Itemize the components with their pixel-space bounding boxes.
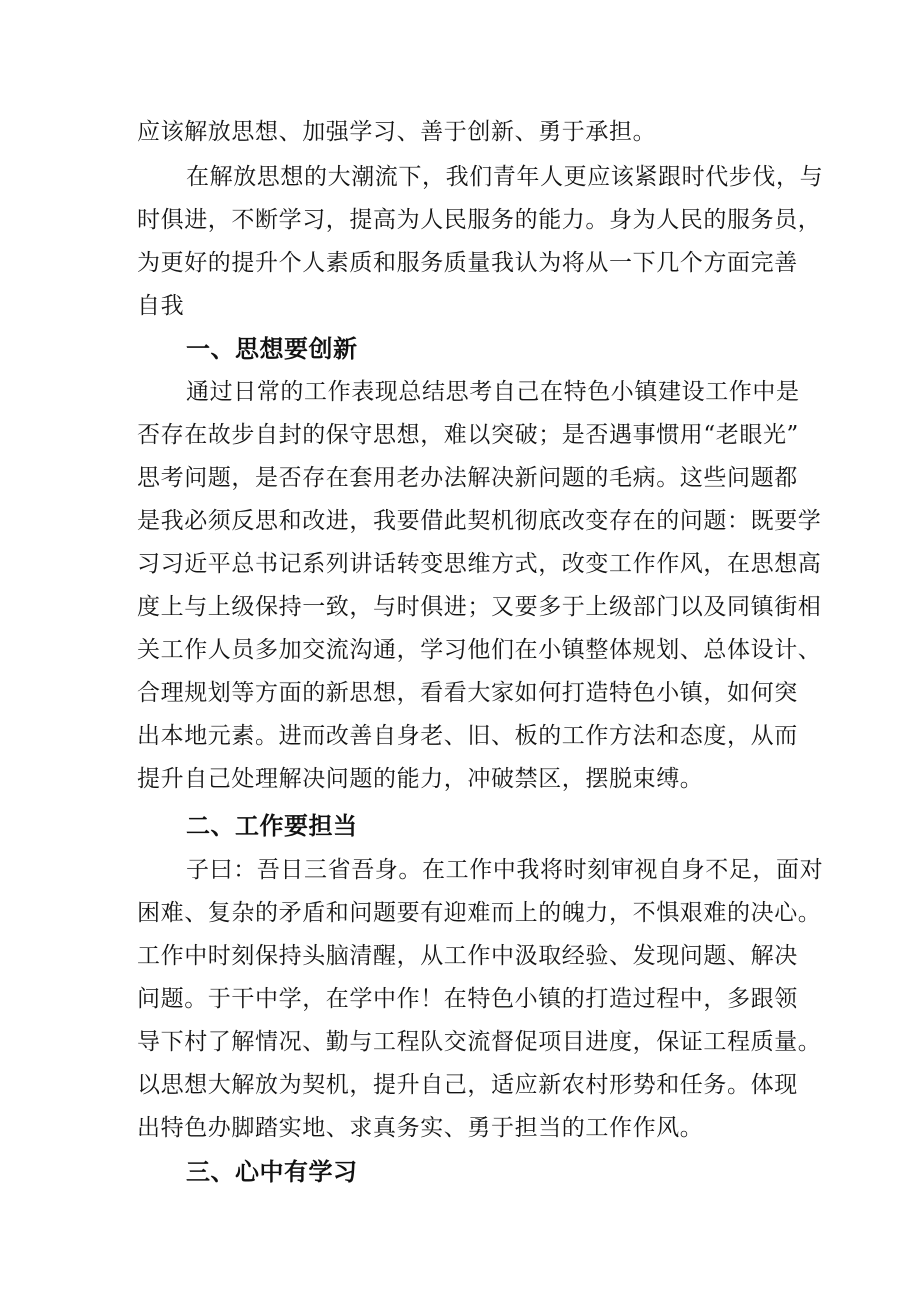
text-line: 习习近平总书记系列讲话转变思维方式，改变工作作风，在思想高 <box>137 551 822 577</box>
text-line: 应该解放思想、加强学习、善于创新、勇于承担。 <box>137 119 657 145</box>
text-line: 提升自己处理解决问题的能力，冲破禁区，摆脱束缚。 <box>137 766 704 792</box>
section-heading-1: 一、思想要创新 <box>186 335 358 363</box>
text-line: 为更好的提升个人素质和服务质量我认为将从一下几个方面完善 <box>137 250 798 276</box>
paragraph-first-line: 子曰：吾日三省吾身。在工作中我将时刻审视自身不足，面对 <box>186 857 824 883</box>
text-line: 出本地元素。进而改善自身老、旧、板的工作方法和态度，从而 <box>137 723 798 749</box>
text-line: 自我 <box>137 293 185 319</box>
text-line: 否存在故步自封的保守思想，难以突破；是否遇事惯用“老眼光” <box>137 422 799 448</box>
section-heading-2: 二、工作要担当 <box>186 812 358 840</box>
text-line: 导下村了解情况、勤与工程队交流督促项目进度，保证工程质量。 <box>137 1029 822 1055</box>
text-line: 出特色办脚踏实地、求真务实、勇于担当的工作作风。 <box>137 1115 704 1141</box>
text-line: 工作中时刻保持头脑清醒，从工作中汲取经验、发现问题、解决 <box>137 943 798 969</box>
text-line: 困难、复杂的矛盾和问题要有迎难而上的魄力，不惧艰难的决心。 <box>137 900 822 926</box>
paragraph-first-line: 通过日常的工作表现总结思考自己在特色小镇建设工作中是 <box>186 379 800 405</box>
section-heading-3: 三、心中有学习 <box>186 1158 358 1186</box>
text-line: 时俱进，不断学习，提高为人民服务的能力。身为人民的服务员， <box>137 207 822 233</box>
text-line: 问题。于干中学，在学中作！在特色小镇的打造过程中，多跟领 <box>137 986 798 1012</box>
text-line: 合理规划等方面的新思想，看看大家如何打造特色小镇，如何突 <box>137 680 798 706</box>
text-line: 关工作人员多加交流沟通，学习他们在小镇整体规划、总体设计、 <box>137 637 822 663</box>
text-line: 度上与上级保持一致，与时俱进；又要多于上级部门以及同镇街相 <box>137 594 822 620</box>
text-line: 以思想大解放为契机，提升自己，适应新农村形势和任务。体现 <box>137 1072 798 1098</box>
text-line: 思考问题，是否存在套用老办法解决新问题的毛病。这些问题都 <box>137 465 798 491</box>
paragraph-first-line: 在解放思想的大潮流下，我们青年人更应该紧跟时代步伐，与 <box>186 164 824 190</box>
text-line: 是我必须反思和改进，我要借此契机彻底改变存在的问题：既要学 <box>137 508 822 534</box>
